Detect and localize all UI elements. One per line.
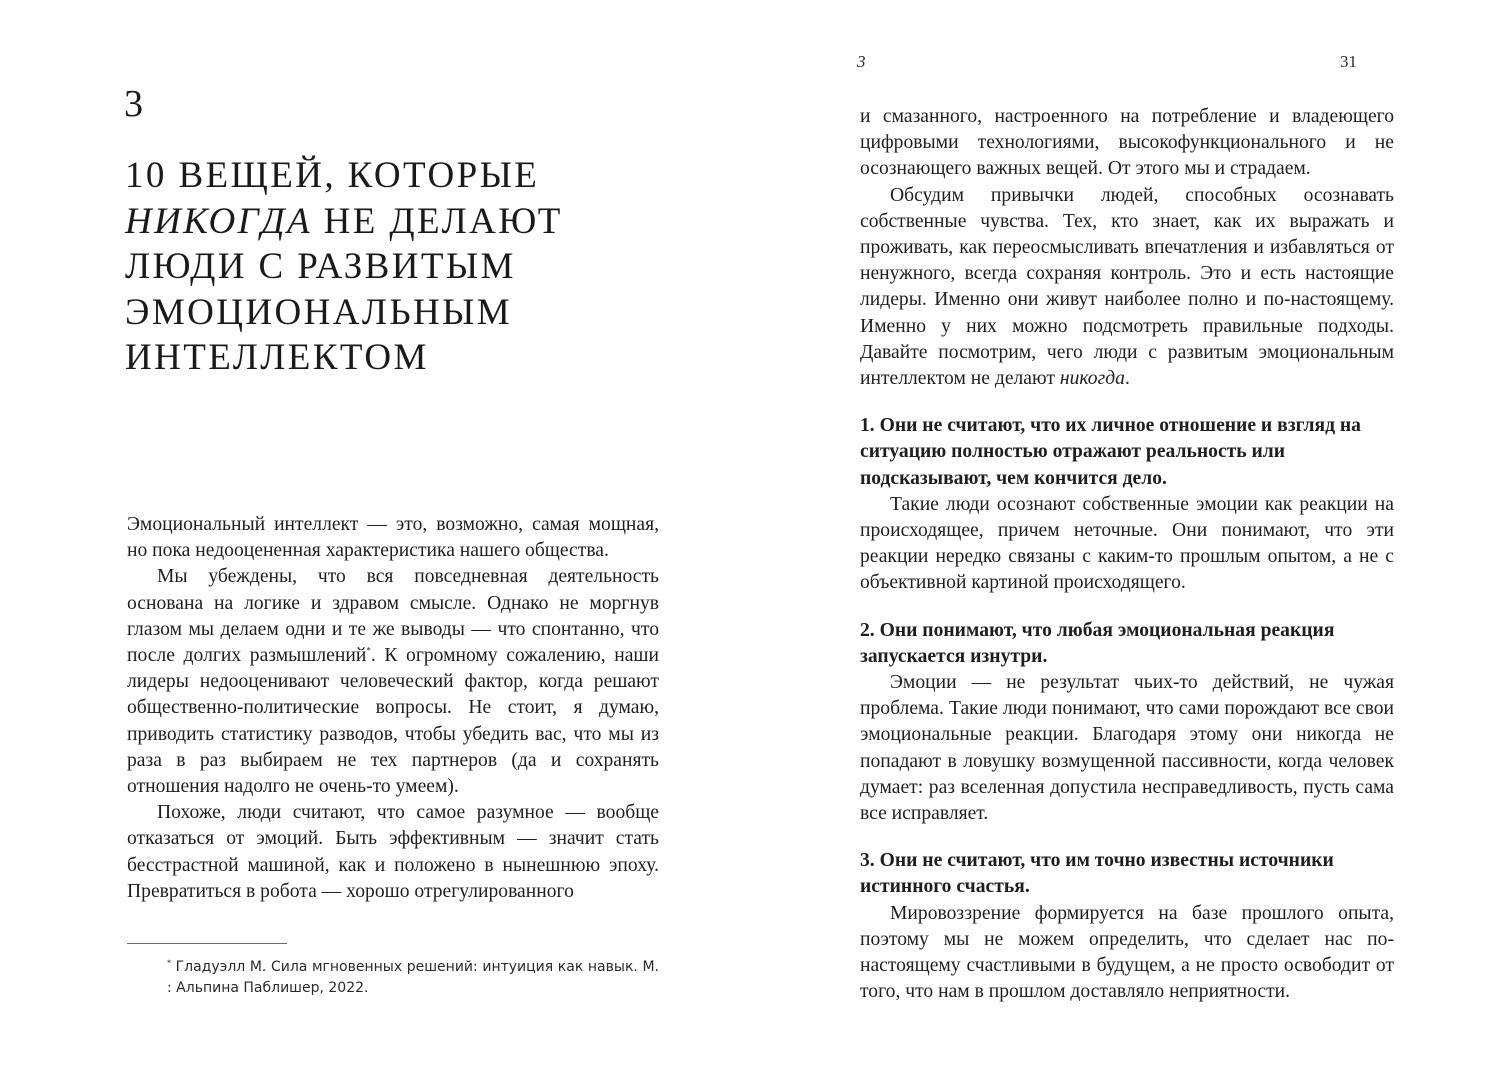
section-heading: 3. Они не считают, что им точно известны источники истинного счастья. (860, 850, 1334, 898)
paragraph: Эмоциональный интеллект — это, возможно, самая мощная, но пока недооцененная характеристика нашего общества. (127, 514, 659, 562)
section-3 (860, 848, 1394, 1005)
section-text: Такие люди осознают собственные эмоции как реакции на происходящее, причем неточные. Они понимают, что эти реакции нередко связаны с каким-то прошлым опытом, а не с объективной картиной происходящего. (860, 493, 1394, 594)
footnote-text: Гладуэлл М. Сила мгновенных решений: интуиция как навык. М. : Альпина Паблишер, 2022. (167, 959, 659, 996)
left-body-text (127, 512, 659, 905)
title-line-5: ИНТЕЛЛЕКТОМ (125, 337, 429, 378)
paragraph: Похоже, люди считают, что самое разумное — вообще отказаться от эмоций. Быть эффективным — значит стать бесстрастной машиной, как и положено в нынешнюю эпоху. Превратиться в робота — хорошо отрегулированного (127, 802, 659, 902)
footnote-mark: * (167, 958, 171, 968)
running-head-chapter: 3 (857, 52, 866, 71)
paragraph-text: Мы убеждены, что вся повседневная деятельность основана на логике и здравом смысле. Однако не моргнув глазом мы делаем одни и те же выводы — что спонтанно, что после долгих размышлений (127, 566, 659, 667)
section-2 (860, 618, 1394, 828)
paragraph-text: Обсудим привычки людей, способных осознавать собственные чувства. Тех, кто знает, как их выражать и проживать, как переосмысливать впечатления и избавляться от ненужного, всегда сохраняя контроль. Это и есть настоящие лидеры. Именно они живут наиболее полно и по-настоящему. Именно у них можно подсмотреть правильные подходы. Давайте посмотрим, чего люди с развитым эмоциональным интеллектом не делают (860, 184, 1394, 390)
section-1 (860, 413, 1394, 596)
section-text: Мировоззрение формируется на базе прошлого опыта, поэтому мы не можем определить, что сделает нас по-настоящему счастливыми в будущем, а не просто освободит от того, что нам в прошлом доставляло неприятности. (860, 902, 1394, 1003)
paragraph: и смазанного, настроенного на потребление и владеющего цифровыми технологиями, высокофункционального и не осознающего важных вещей. От этого мы и страдаем. (860, 106, 1394, 180)
title-emphasis: НИКОГДА (125, 200, 312, 242)
right-body-text (860, 104, 1394, 1006)
title-line-2: НЕ ДЕЛАЮТ (312, 200, 563, 242)
emphasis: никогда (1059, 368, 1125, 390)
footnote-divider (127, 943, 287, 944)
page-number: 31 (1340, 52, 1357, 71)
footnote (167, 957, 659, 999)
paragraph-end: . (1124, 368, 1130, 390)
chapter-title (125, 153, 685, 381)
paragraph (860, 183, 1394, 393)
paragraph-text: . К огромному сожалению, наши лидеры недооценивают человеческий фактор, когда решают общественно-политические вопросы. Не стоит, я думаю, приводить статистику разводов, чтобы убедить вас, что мы из раза в раз выбираем не тех партнеров (да и сохранять отношения надолго не очень-то умеем). (127, 645, 659, 798)
section-text: Эмоции — не результат чьих-то действий, не чужая проблема. Такие люди понимают, что сами порождают все свои эмоциональные реакции. Благодаря этому они никогда не попадают в ловушку возмущенной пассивности, когда человек думает: раз вселенная допустила несправедливость, пусть сама все исправляет. (860, 672, 1394, 825)
chapter-number: 3 (124, 83, 143, 125)
section-heading: 1. Они не считают, что их личное отношение и взгляд на ситуацию полностью отражают реальность или подсказывают, чем кончится дело. (860, 415, 1361, 489)
title-line-4: ЭМОЦИОНАЛЬНЫМ (125, 291, 513, 333)
right-page (756, 0, 1512, 1080)
paragraph (127, 564, 659, 800)
title-line-1: 10 ВЕЩЕЙ, КОТОРЫЕ (125, 155, 540, 196)
section-heading: 2. Они понимают, что любая эмоциональная реакция запускается изнутри. (860, 619, 1335, 667)
footnote-reference[interactable]: * (366, 645, 371, 656)
title-line-3: ЛЮДИ С РАЗВИТЫМ (125, 246, 516, 287)
